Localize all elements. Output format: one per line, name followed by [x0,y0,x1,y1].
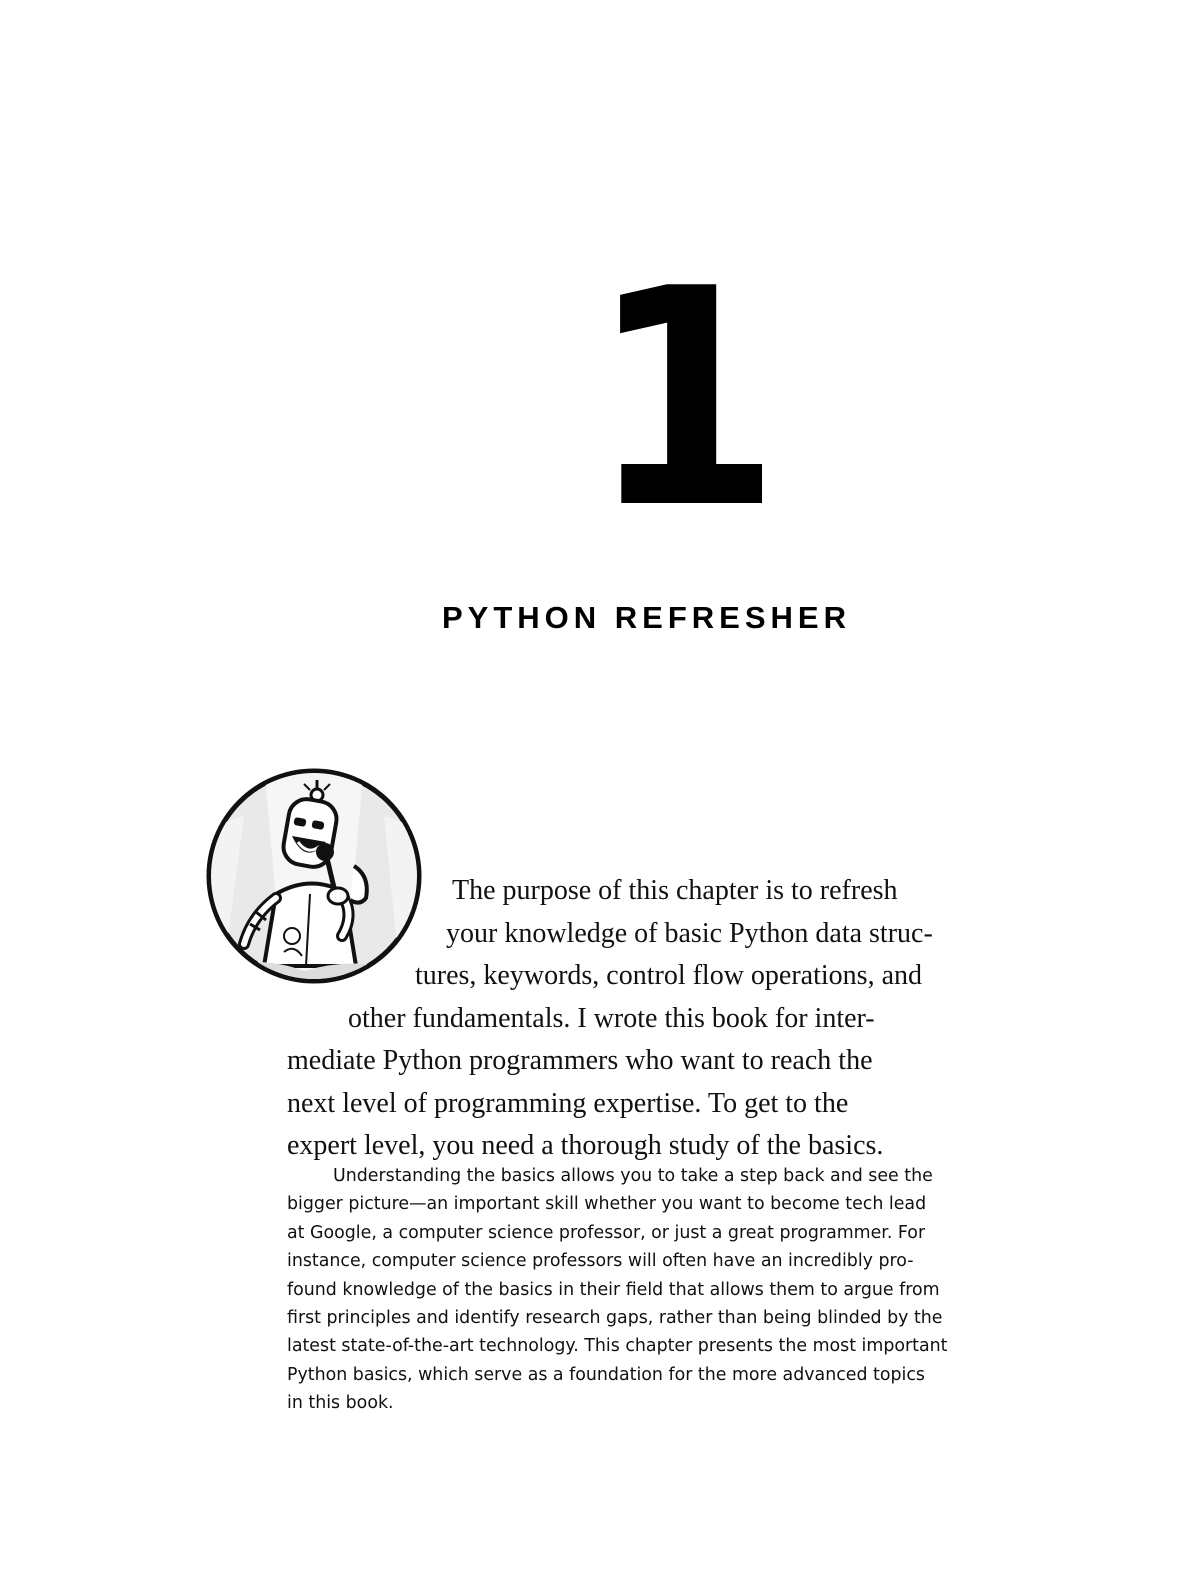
lead-line: expert level, you need a thorough study of the basics. [287,1130,884,1161]
body-line: at Google, a computer science professor, or just a great programmer. For [287,1222,926,1243]
body-line: Python basics, which serve as a foundation for the more advanced topics [287,1364,925,1385]
body-line: latest state-of-the-art technology. This chapter presents the most important [287,1336,948,1357]
lead-line: next level of programming expertise. To get to the [287,1088,849,1119]
body-paragraph [287,1162,1077,1418]
lead-line: other fundamentals. I wrote this book for inter- [348,1003,875,1034]
lead-line: tures, keywords, control flow operations, and [415,960,922,991]
body-line: first principles and identify research gaps, rather than being blinded by the [287,1308,943,1329]
body-line: instance, computer science professors will often have an incredibly pro- [287,1251,914,1272]
body-line: bigger picture—an important skill whether you want to become tech lead [287,1194,927,1215]
robot-mascot-icon [204,766,424,986]
lead-line: The purpose of this chapter is to refresh [452,875,898,906]
lead-line: mediate Python programmers who want to reach the [287,1045,873,1076]
body-line: Understanding the basics allows you to take a step back and see the [333,1166,933,1186]
body-line: in this book. [287,1393,394,1414]
chapter-number: 1 [588,225,782,574]
lead-line: your knowledge of basic Python data struc- [446,918,933,949]
chapter-title: PYTHON REFRESHER [442,600,851,635]
body-line: found knowledge of the basics in their field that allows them to argue from [287,1279,940,1300]
